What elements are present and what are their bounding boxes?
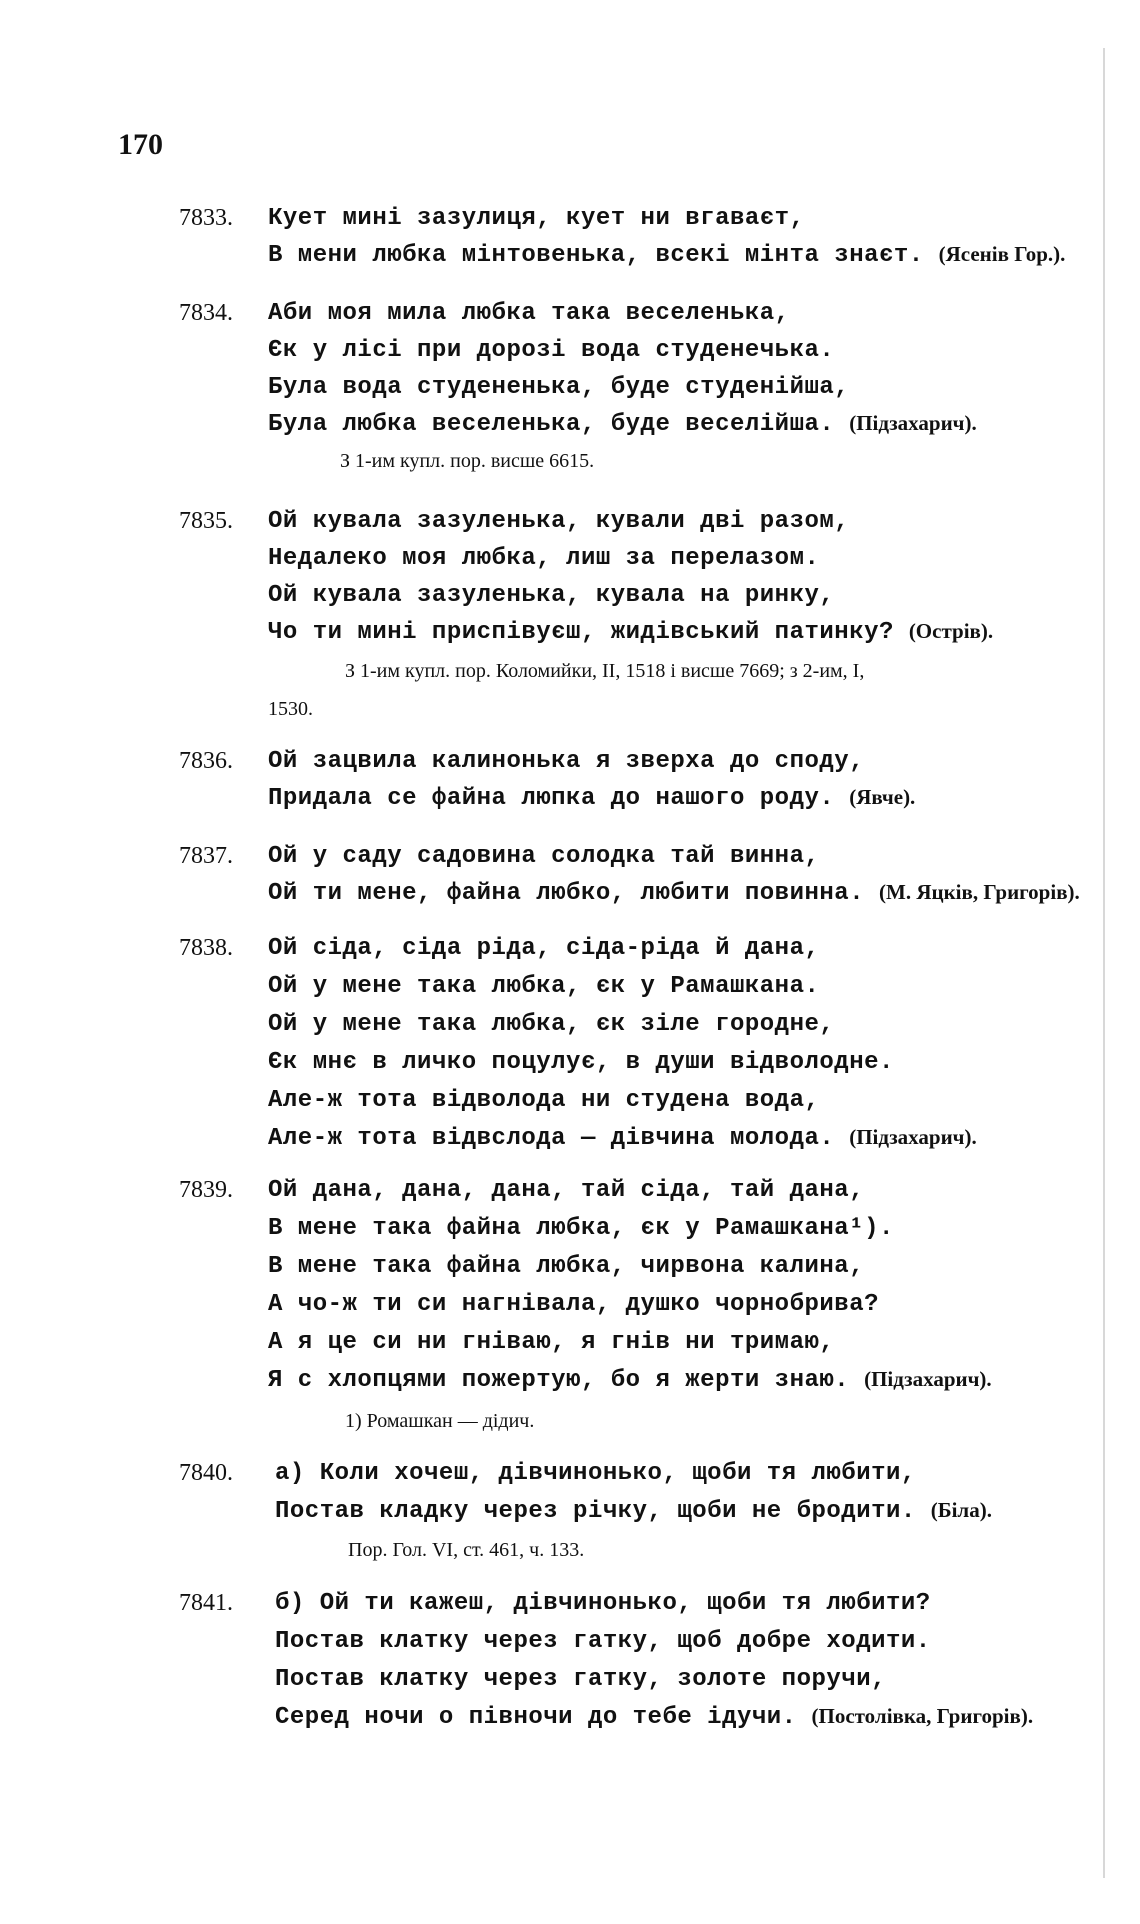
verse-line: Але-ж тота відволода ни студена вода, — [268, 1087, 820, 1114]
verse-line: Але-ж тота відвслода — дівчина молода. (Підзахарич). — [268, 1125, 977, 1152]
verse-line: Єк у лісі при дорозі вода студенечька. — [268, 337, 835, 364]
verse-line: Єк мнє в личко поцулує, в души відволодне. — [268, 1049, 894, 1076]
verse-line: Постав кладку через річку, щоби не бродити. (Біла). — [275, 1498, 992, 1525]
verse-line: Придала се файна люпка до нашого роду. (Явче). — [268, 785, 916, 812]
page-number: 170 — [118, 128, 163, 161]
verse-line: Чо ти мині приспівуєш, жидівський патинку? (Острів). — [268, 619, 994, 646]
verse-line: Аби моя мила любка така веселенька, — [268, 300, 790, 327]
source-ref: (Підзахарич). — [849, 411, 977, 435]
source-ref: (Острів). — [908, 619, 994, 643]
source-ref: (Постолівка, Григорів). — [811, 1704, 1034, 1728]
verse-line: А я це си ни гніваю, я гнів ни тримаю, — [268, 1329, 835, 1356]
verse-line: Ой у саду садовина солодка тай винна, — [268, 843, 820, 870]
editor-note: 1530. — [268, 698, 313, 720]
editor-note: Пор. Гол. VI, ст. 461, ч. 133. — [348, 1539, 585, 1561]
verse-line: Ой у мене така любка, єк зіле городне, — [268, 1011, 835, 1038]
verse-line: Ой сіда, сіда ріда, сіда-ріда й дана, — [268, 935, 820, 962]
entry-number: 7838. — [179, 935, 233, 961]
verse-line: б) Ой ти кажеш, дівчинонько, щоби тя любити? — [275, 1590, 931, 1617]
right-margin-rule — [1103, 48, 1105, 1878]
verse-line: Ой ти мене, файна любко, любити повинна. (М. Яцків, Григорів). — [268, 880, 1080, 907]
verse-line: Була вода студененька, буде студенійша, — [268, 374, 850, 401]
verse-line: Серед ночи о півночи до тебе ідучи. (Постолівка, Григорів). — [275, 1704, 1034, 1731]
entry-number: 7837. — [179, 843, 233, 869]
verse-line: А чо-ж ти си нагнівала, душко чорнобрива? — [268, 1291, 879, 1318]
entry-number: 7841. — [179, 1590, 233, 1616]
verse-line: В мени любка мінтовенька, всекі мінта знаєт. (Ясенів Гор.). — [268, 242, 1066, 269]
verse-line: В мене така файна любка, єк у Рамашкана¹). — [268, 1215, 894, 1242]
verse-line: Ой зацвила калинонька я зверха до споду, — [268, 748, 865, 775]
verse-line: Кует мині зазулиця, кует ни вгаваєт, — [268, 205, 805, 232]
entry-number: 7834. — [179, 300, 233, 326]
source-ref: (М. Яцків, Григорів). — [879, 880, 1080, 904]
source-ref: (Підзахарич). — [849, 1125, 977, 1149]
verse-line: Постав клатку через гатку, щоб добре ходити. — [275, 1628, 931, 1655]
entry-number: 7835. — [179, 508, 233, 534]
entry-number: 7839. — [179, 1177, 233, 1203]
source-ref: (Явче). — [849, 785, 916, 809]
verse-line: Ой дана, дана, дана, тай сіда, тай дана, — [268, 1177, 865, 1204]
verse-line: Була любка веселенька, буде веселійша. (Підзахарич). — [268, 411, 977, 438]
verse-line: Недалеко моя любка, лиш за перелазом. — [268, 545, 820, 572]
entry-number: 7833. — [179, 205, 233, 231]
entry-number: 7840. — [179, 1460, 233, 1486]
verse-line: Я с хлопцями пожертую, бо я жерти знаю. (Підзахарич). — [268, 1367, 992, 1394]
verse-line: Ой кувала зазуленька, кували дві разом, — [268, 508, 850, 535]
source-ref: (Біла). — [930, 1498, 992, 1522]
entry-number: 7836. — [179, 748, 233, 774]
verse-line: Постав клатку через гатку, золоте поручи, — [275, 1666, 886, 1693]
verse-line: В мене така файна любка, чирвона калина, — [268, 1253, 865, 1280]
source-ref: (Підзахарич). — [864, 1367, 992, 1391]
editor-note: З 1-им купл. пор. висше 6615. — [340, 450, 595, 472]
editor-note: З 1-им купл. пор. Коломийки, II, 1518 і висше 7669; з 2-им, I, — [345, 660, 865, 682]
verse-line: Ой кувала зазуленька, кувала на ринку, — [268, 582, 835, 609]
verse-line: Ой у мене така любка, єк у Рамашкана. — [268, 973, 820, 1000]
source-ref: (Ясенів Гор.). — [938, 242, 1066, 266]
verse-line: а) Коли хочеш, дівчинонько, щоби тя любити, — [275, 1460, 916, 1487]
footnote: 1) Ромашкан — дідич. — [345, 1410, 535, 1432]
